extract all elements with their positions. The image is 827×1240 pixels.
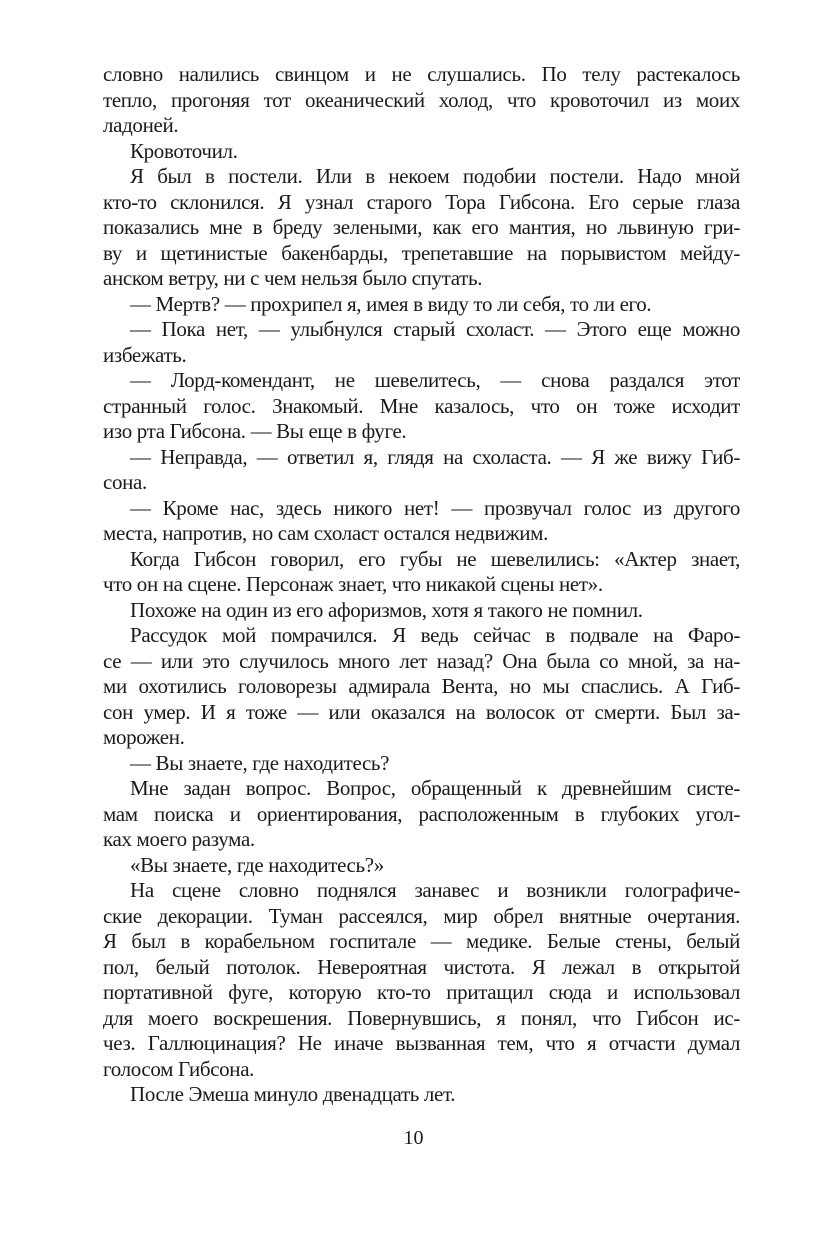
paragraph (103, 164, 740, 292)
page-number: 10 (403, 1127, 424, 1149)
paragraph (103, 598, 740, 624)
text-line: — Пока нет, — улыбнулся старый схоласт. — Этого еще можно (130, 317, 740, 341)
body-text (103, 62, 740, 1108)
text-line: пол, белый потолок. Невероятная чистота. Я лежал в открытой (103, 954, 740, 979)
text-line: ках моего разума. (103, 827, 255, 851)
paragraph (103, 853, 740, 879)
paragraph (103, 292, 740, 318)
text-line: «Вы знаете, где находитесь?» (130, 852, 384, 877)
text-line: Кровоточил. (130, 138, 238, 163)
text-line: Мне задан вопрос. Вопрос, обращенный к древнейшим систе- (130, 776, 740, 800)
text-line: Рассудок мой помрачился. Я ведь сейчас в подвале на Фаро- (130, 623, 740, 647)
paragraph (103, 368, 740, 445)
paragraph (103, 776, 740, 853)
text-line: чез. Галлюцинация? Не иначе вызванная тем, что я отчасти думал (103, 1031, 740, 1055)
text-line: — Кроме нас, здесь никого нет! — прозвучал голос из другого (130, 495, 740, 520)
paragraph (103, 445, 740, 496)
text-line: изо рта Гибсона. — Вы еще в фуге. (103, 419, 407, 443)
text-line: показались мне в бреду зелеными, как его мантия, но львиную гри- (103, 215, 740, 239)
text-line: — Мертв? — прохрипел я, имея в виду то ли себя, то ли его. (130, 291, 652, 316)
paragraph (103, 878, 740, 1082)
text-line: голосом Гибсона. (103, 1056, 255, 1081)
text-line: избежать. (103, 342, 187, 367)
text-line: После Эмеша минуло двенадцать лет. (130, 1082, 456, 1106)
text-line: ладоней. (103, 113, 179, 137)
paragraph (103, 139, 740, 165)
text-line: портативной фуге, которую кто-то притащил сюда и использовал (103, 980, 740, 1004)
text-line: — Неправда, — ответил я, глядя на схоласта. — Я же вижу Гиб- (130, 444, 740, 469)
text-line: анском ветру, ни с чем нельзя было спутать. (103, 266, 483, 290)
text-line: странный голос. Знакомый. Мне казалось, что он тоже исходит (103, 393, 740, 418)
text-line: ские декорации. Туман рассеялся, мир обрел внятные очертания. (103, 903, 740, 928)
text-line: — Лорд-комендант, не шевелитесь, — снова раздался этот (130, 368, 740, 392)
text-line: сон умер. И я тоже — или оказался на волосок от смерти. Был за- (103, 699, 740, 724)
paragraph (103, 623, 740, 751)
text-line: се — или это случилось много лет назад? Она была со мной, за на- (103, 648, 740, 673)
text-line: Когда Гибсон говорил, его губы не шевелились: «Актер знает, (130, 546, 740, 571)
text-line: места, напротив, но сам схоласт остался недвижим. (103, 521, 548, 545)
text-line: Похоже на один из его афоризмов, хотя я такого не помнил. (130, 597, 643, 622)
text-line: — Вы знаете, где находитесь? (130, 750, 390, 775)
paragraph (103, 751, 740, 777)
text-line: ми охотились головорезы адмирала Вента, но мы спаслись. А Гиб- (103, 674, 740, 698)
text-line: словно налились свинцом и не слушались. По телу растекалось (103, 62, 740, 86)
paragraph (103, 496, 740, 547)
text-line: морожен. (103, 725, 185, 749)
paragraph (103, 1082, 740, 1108)
paragraph (103, 317, 740, 368)
text-line: что он на сцене. Персонаж знает, что никакой сцены нет». (103, 572, 603, 596)
text-line: тепло, прогоняя тот океанический холод, что кровоточил из моих (103, 87, 740, 112)
paragraph (103, 62, 740, 139)
text-line: Я был в корабельном госпитале — медике. Белые стены, белый (103, 929, 740, 953)
paragraph (103, 547, 740, 598)
text-line: ву и щетинистые бакенбарды, трепетавшие на порывистом мейду- (103, 240, 740, 265)
text-line: На сцене словно поднялся занавес и возникли голографиче- (130, 878, 740, 902)
text-line: мам поиска и ориентирования, расположенным в глубоких угол- (103, 801, 740, 826)
text-line: сона. (103, 470, 147, 494)
text-line: для моего воскрешения. Повернувшись, я понял, что Гибсон ис- (103, 1005, 740, 1030)
text-line: кто-то склонился. Я узнал старого Тора Гибсона. Его серые глаза (103, 189, 740, 214)
text-line: Я был в постели. Или в некоем подобии постели. Надо мной (130, 164, 740, 188)
